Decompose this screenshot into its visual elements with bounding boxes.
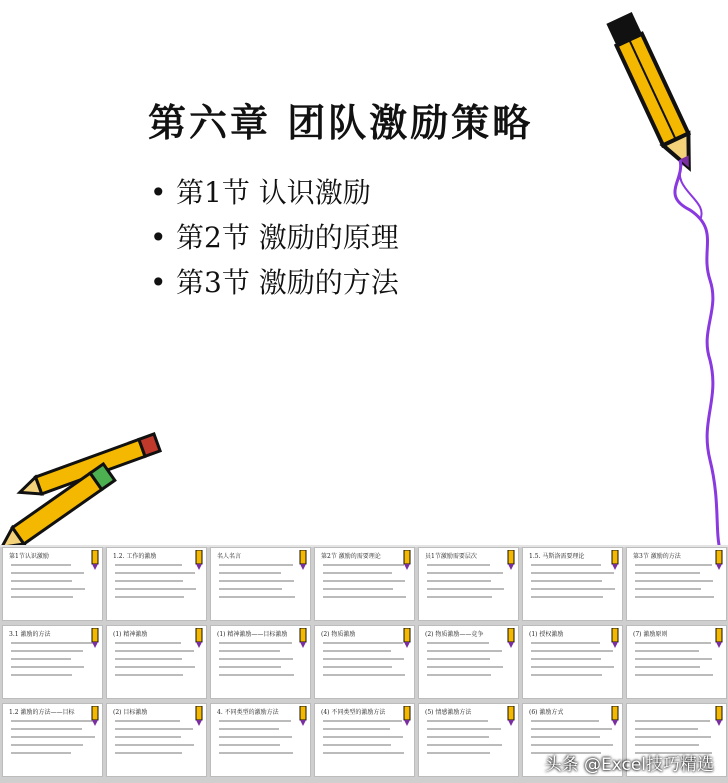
slide-thumbnail[interactable] [2,703,103,777]
pencil-icon [610,550,620,570]
thumbnail-title: 第1节认识激励 [9,553,49,560]
pencil-icon [506,628,516,648]
pencil-icon [402,628,412,648]
thumbnail-text-line [427,674,491,676]
thumbnail-text-line [115,666,195,668]
thumbnail-text-line [531,642,600,644]
thumbnail-text-line [531,666,614,668]
thumbnail-text-line [115,580,183,582]
thumbnail-text-line [323,572,392,574]
thumbnail-text-line [323,674,405,676]
thumbnail-text-line [531,744,613,746]
pencil-icon [610,706,620,726]
thumbnail-text-line [635,728,698,730]
thumbnail-text-line [115,658,182,660]
thumbnail-text-line [11,752,71,754]
pencil-icon [194,628,204,648]
slide-thumbnail[interactable] [314,625,415,699]
thumbnail-text-line [531,736,600,738]
thumbnail-title: 1.2 激励的方法——目标 [9,709,75,716]
bullet-item [150,215,399,260]
thumbnail-text-line [531,596,603,598]
thumbnail-title: (5) 情感激励方法 [425,709,472,716]
thumbnail-title: (2) 目标激励 [113,709,148,716]
slide-title: 第六章 团队激励策略 [148,100,534,145]
pencil-icon [298,628,308,648]
bullet-text: 第3节 激励的方法 [176,266,399,299]
thumbnail-title: 员1节激励需要层次 [425,553,477,560]
thumbnail-text-line [219,564,293,566]
pencil-icon [714,628,724,648]
thumbnail-text-line [219,720,291,722]
slide-thumbnail[interactable] [210,547,311,621]
thumbnail-text-line [427,642,489,644]
thumbnail-text-line [323,564,404,566]
thumbnail-text-line [115,720,180,722]
thumbnail-title: (1) 精神激励 [113,631,148,638]
thumbnail-text-line [427,752,490,754]
thumbnail-text-line [11,658,71,660]
thumbnail-text-line [115,728,193,730]
thumbnail-text-line [323,596,406,598]
thumbnail-text-line [11,580,72,582]
thumbnail-text-line [115,650,194,652]
thumbnail-text-line [115,642,181,644]
bullet-list [150,170,399,305]
thumbnail-text-line [531,728,612,730]
thumbnail-text-line [427,720,488,722]
thumbnail-text-line [323,580,405,582]
thumbnail-text-line [11,674,72,676]
thumbnail-text-line [531,658,601,660]
pencil-icon [298,550,308,570]
slide-thumbnail[interactable] [314,703,415,777]
thumbnail-title: 3.1 激励的方法 [9,631,51,638]
thumbnail-title: 1.5. 马斯洛需要理论 [529,553,585,560]
thumbnail-text-line [323,588,393,590]
thumbnail-text-line [635,744,699,746]
thumbnail-text-line [427,588,504,590]
slide-thumbnail[interactable] [106,625,207,699]
pencil-icon [402,706,412,726]
thumbnail-text-line [635,666,700,668]
thumbnail-title: (1) 精神激励——目标激励 [217,631,288,638]
thumbnail-text-line [115,564,182,566]
thumbnail-text-line [323,744,391,746]
thumbnail-text-line [11,596,73,598]
bullet-marker: • [150,266,167,299]
thumbnail-text-line [635,642,711,644]
thumbnail-text-line [219,588,282,590]
slide-thumbnail[interactable] [2,625,103,699]
thumbnail-text-line [219,728,279,730]
thumbnail-title: 1.2. 工作的激励 [113,553,157,560]
thumbnail-text-line [635,596,714,598]
pencil-icon [90,550,100,570]
thumbnail-text-line [531,588,615,590]
thumbnail-text-line [323,728,390,730]
thumbnail-text-line [115,744,194,746]
thumbnail-title: 名人名言 [217,553,242,560]
bullet-text: 第1节 认识激励 [176,176,371,209]
pencil-icon [194,706,204,726]
thumbnail-text-line [219,650,280,652]
bullet-item [150,260,399,305]
thumbnail-text-line [323,642,403,644]
thumbnail-text-line [427,658,490,660]
thumbnail-text-line [11,728,82,730]
thumbnail-text-line [11,720,94,722]
thumbnail-text-line [219,658,293,660]
thumbnail-text-line [115,674,183,676]
thumbnail-text-line [427,564,490,566]
thumbnail-text-line [427,666,503,668]
pencil-icon [714,706,724,726]
thumbnail-title: (2) 物质激励 [321,631,356,638]
thumbnail-text-line [11,572,84,574]
thumbnail-text-line [219,674,294,676]
thumbnail-title: (6) 激励方式 [529,709,564,716]
thumbnail-text-line [427,580,491,582]
thumbnail-text-line [323,666,392,668]
thumbnail-text-line [427,572,503,574]
pencil-icon [298,706,308,726]
thumbnail-text-line [11,666,84,668]
thumbnail-text-line [323,736,403,738]
thumbnail-text-line [11,736,95,738]
thumbnail-text-line [11,642,95,644]
thumbnail-text-line [219,596,295,598]
thumbnail-text-line [115,588,196,590]
thumbnail-text-line [219,642,292,644]
thumbnail-text-line [635,564,712,566]
thumbnail-text-line [219,580,294,582]
slide-thumbnail[interactable] [106,703,207,777]
thumbnail-text-line [531,580,602,582]
thumbnail-text-line [115,572,195,574]
thumbnail-text-line [115,752,182,754]
thumbnail-title: (1) 授权激励 [529,631,564,638]
pencil-icon [194,550,204,570]
thumbnail-text-line [635,720,710,722]
bullet-item [150,170,399,215]
thumbnail-text-line [635,580,713,582]
pencil-icon [90,628,100,648]
pencil-icon [402,550,412,570]
thumbnail-text-line [219,572,281,574]
slide-thumbnail[interactable] [522,547,623,621]
thumbnail-text-line [323,720,402,722]
thumbnail-text-line [635,588,701,590]
thumbnail-text-line [635,650,699,652]
thumbnail-text-line [427,736,489,738]
bullet-marker: • [150,221,167,254]
thumbnail-text-line [427,744,502,746]
pencil-icon [90,706,100,726]
thumbnail-text-line [531,572,614,574]
pencil-icon [506,550,516,570]
slide-thumbnail[interactable] [106,547,207,621]
thumbnail-text-line [219,666,281,668]
thumbnail-text-line [635,736,711,738]
thumbnail-text-line [323,650,391,652]
thumbnail-title: (7) 激励原则 [633,631,668,638]
thumbnail-text-line [11,588,85,590]
slide-thumbnail[interactable] [418,703,519,777]
pencil-icon [506,706,516,726]
thumbnail-title: 第3节 激励的方法 [633,553,681,560]
thumbnail-text-line [531,650,613,652]
slide-thumbnail[interactable] [626,547,727,621]
slide-thumbnail[interactable] [418,547,519,621]
thumbnail-text-line [531,720,599,722]
bullet-marker: • [150,176,167,209]
bullet-text: 第2节 激励的原理 [176,221,399,254]
slide-thumbnail[interactable] [314,547,415,621]
thumbnail-text-line [635,674,713,676]
ribbon-decoration [640,160,728,545]
pencils-icon [0,430,170,545]
slide-thumbnail[interactable] [418,625,519,699]
slide-thumbnail[interactable] [2,547,103,621]
thumbnail-grid [0,547,728,783]
thumbnail-text-line [635,658,712,660]
slide-thumbnail[interactable] [210,625,311,699]
thumbnail-title: 4. 不同类型的激励方法 [217,709,279,716]
thumbnail-text-line [323,752,404,754]
thumbnail-text-line [427,650,502,652]
pencil-icon [610,628,620,648]
thumbnail-text-line [115,596,184,598]
thumbnail-text-line [11,744,83,746]
thumbnail-text-line [11,564,71,566]
thumbnail-text-line [531,564,601,566]
thumbnail-title: 第2节 激励的需要理论 [321,553,381,560]
thumbnail-text-line [11,650,83,652]
thumbnail-text-line [115,736,181,738]
thumbnail-text-line [427,596,492,598]
thumbnail-title: (2) 物质激励——竞争 [425,631,484,638]
thumbnail-text-line [219,744,280,746]
thumbnail-text-line [219,752,293,754]
thumbnail-text-line [219,736,292,738]
slide-thumbnail[interactable] [522,625,623,699]
pencil-icon [714,550,724,570]
slide-thumbnail[interactable] [210,703,311,777]
thumbnail-text-line [427,728,501,730]
slide-thumbnail[interactable] [626,625,727,699]
thumbnail-text-line [323,658,404,660]
thumbnail-text-line [635,572,700,574]
thumbnail-title: (4) 不同类型的激励方法 [321,709,386,716]
watermark: 头条 @Excel技巧精选 [544,755,714,775]
thumbnail-text-line [531,674,602,676]
